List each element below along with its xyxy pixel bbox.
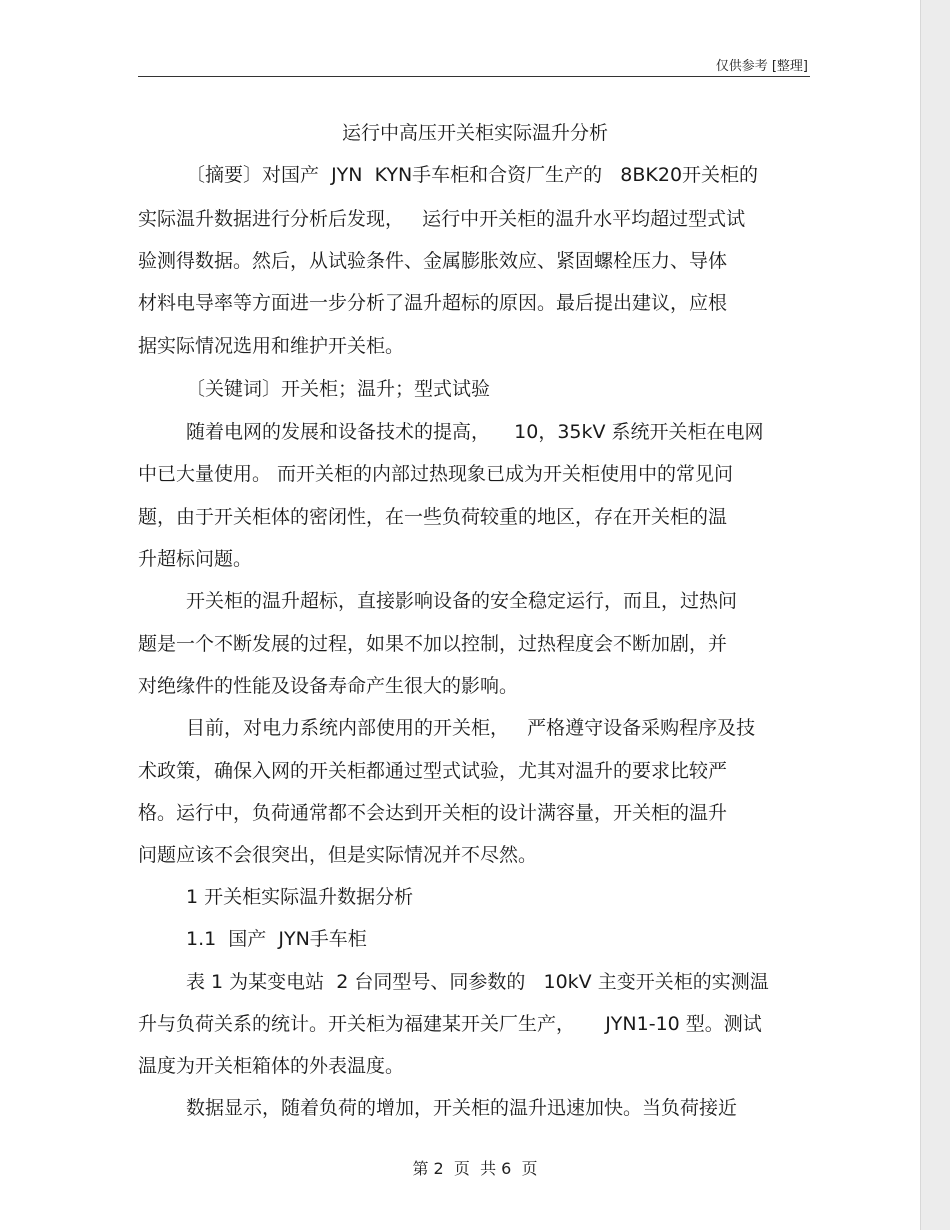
- paragraph-line: 中已大量使用。 而开关柜的内部过热现象已成为开关柜使用中的常见问: [138, 463, 734, 485]
- document-title: 运行中高压开关柜实际温升分析: [341, 122, 608, 144]
- paragraph-line: 术政策，确保入网的开关柜都通过型式试验，尤其对温升的要求比较严: [138, 760, 728, 782]
- paragraph-line: 数据显示，随着负荷的增加，开关柜的温升迅速加快。当负荷接近: [186, 1097, 738, 1119]
- paragraph-line: 格。运行中，负荷通常都不会达到开关柜的设计满容量，开关柜的温升: [138, 802, 728, 824]
- header-rule: [138, 76, 810, 77]
- subsection-heading: 1.1 国产 JYN手车柜: [186, 928, 367, 950]
- paragraph-line: 开关柜的温升超标，直接影响设备的安全稳定运行，而且，过热问: [186, 590, 738, 612]
- paragraph-line: 题，由于开关柜体的密闭性，在一些负荷较重的地区，存在开关柜的温: [138, 506, 728, 528]
- header-note: 仅供参考 [整理]: [715, 59, 808, 74]
- paragraph-line: 随着电网的发展和设备技术的提高， 10，35kV 系统开关柜在电网: [186, 421, 764, 443]
- paragraph-line: 题是一个不断发展的过程，如果不加以控制，过热程度会不断加剧，并: [138, 633, 728, 655]
- paragraph-line: 目前，对电力系统内部使用的开关柜， 严格遵守设备采购程序及技: [186, 717, 756, 739]
- abstract-line: 材料电导率等方面进一步分析了温升超标的原因。最后提出建议，应根: [138, 292, 728, 314]
- abstract-line: 据实际情况选用和维护开关柜。: [138, 335, 405, 357]
- paragraph-line: 温度为开关柜箱体的外表温度。: [138, 1055, 405, 1077]
- abstract-line: 验测得数据。然后，从试验条件、金属膨胀效应、紧固螺栓压力、导体: [138, 250, 728, 272]
- section-heading: 1 开关柜实际温升数据分析: [186, 886, 414, 908]
- paragraph-line: 表 1 为某变电站 2 台同型号、同参数的 10kV 主变开关柜的实测温: [186, 971, 769, 993]
- keywords-line: 〔关键词〕开关柜；温升；型式试验: [186, 378, 491, 400]
- paragraph-line: 对绝缘件的性能及设备寿命产生很大的影响。: [138, 675, 519, 697]
- paragraph-line: 升超标问题。: [138, 548, 253, 570]
- page-number: 第 2 页 共 6 页: [412, 1159, 538, 1178]
- abstract-line: 〔摘要〕对国产 JYN KYN手车柜和合资厂生产的 8BK20开关柜的: [186, 164, 759, 186]
- abstract-line: 实际温升数据进行分析后发现， 运行中开关柜的温升水平均超过型式试: [138, 208, 746, 230]
- paragraph-line: 升与负荷关系的统计。开关柜为福建某开关厂生产， JYN1-10 型。测试: [138, 1013, 762, 1035]
- paragraph-line: 问题应该不会很突出，但是实际情况并不尽然。: [138, 844, 538, 866]
